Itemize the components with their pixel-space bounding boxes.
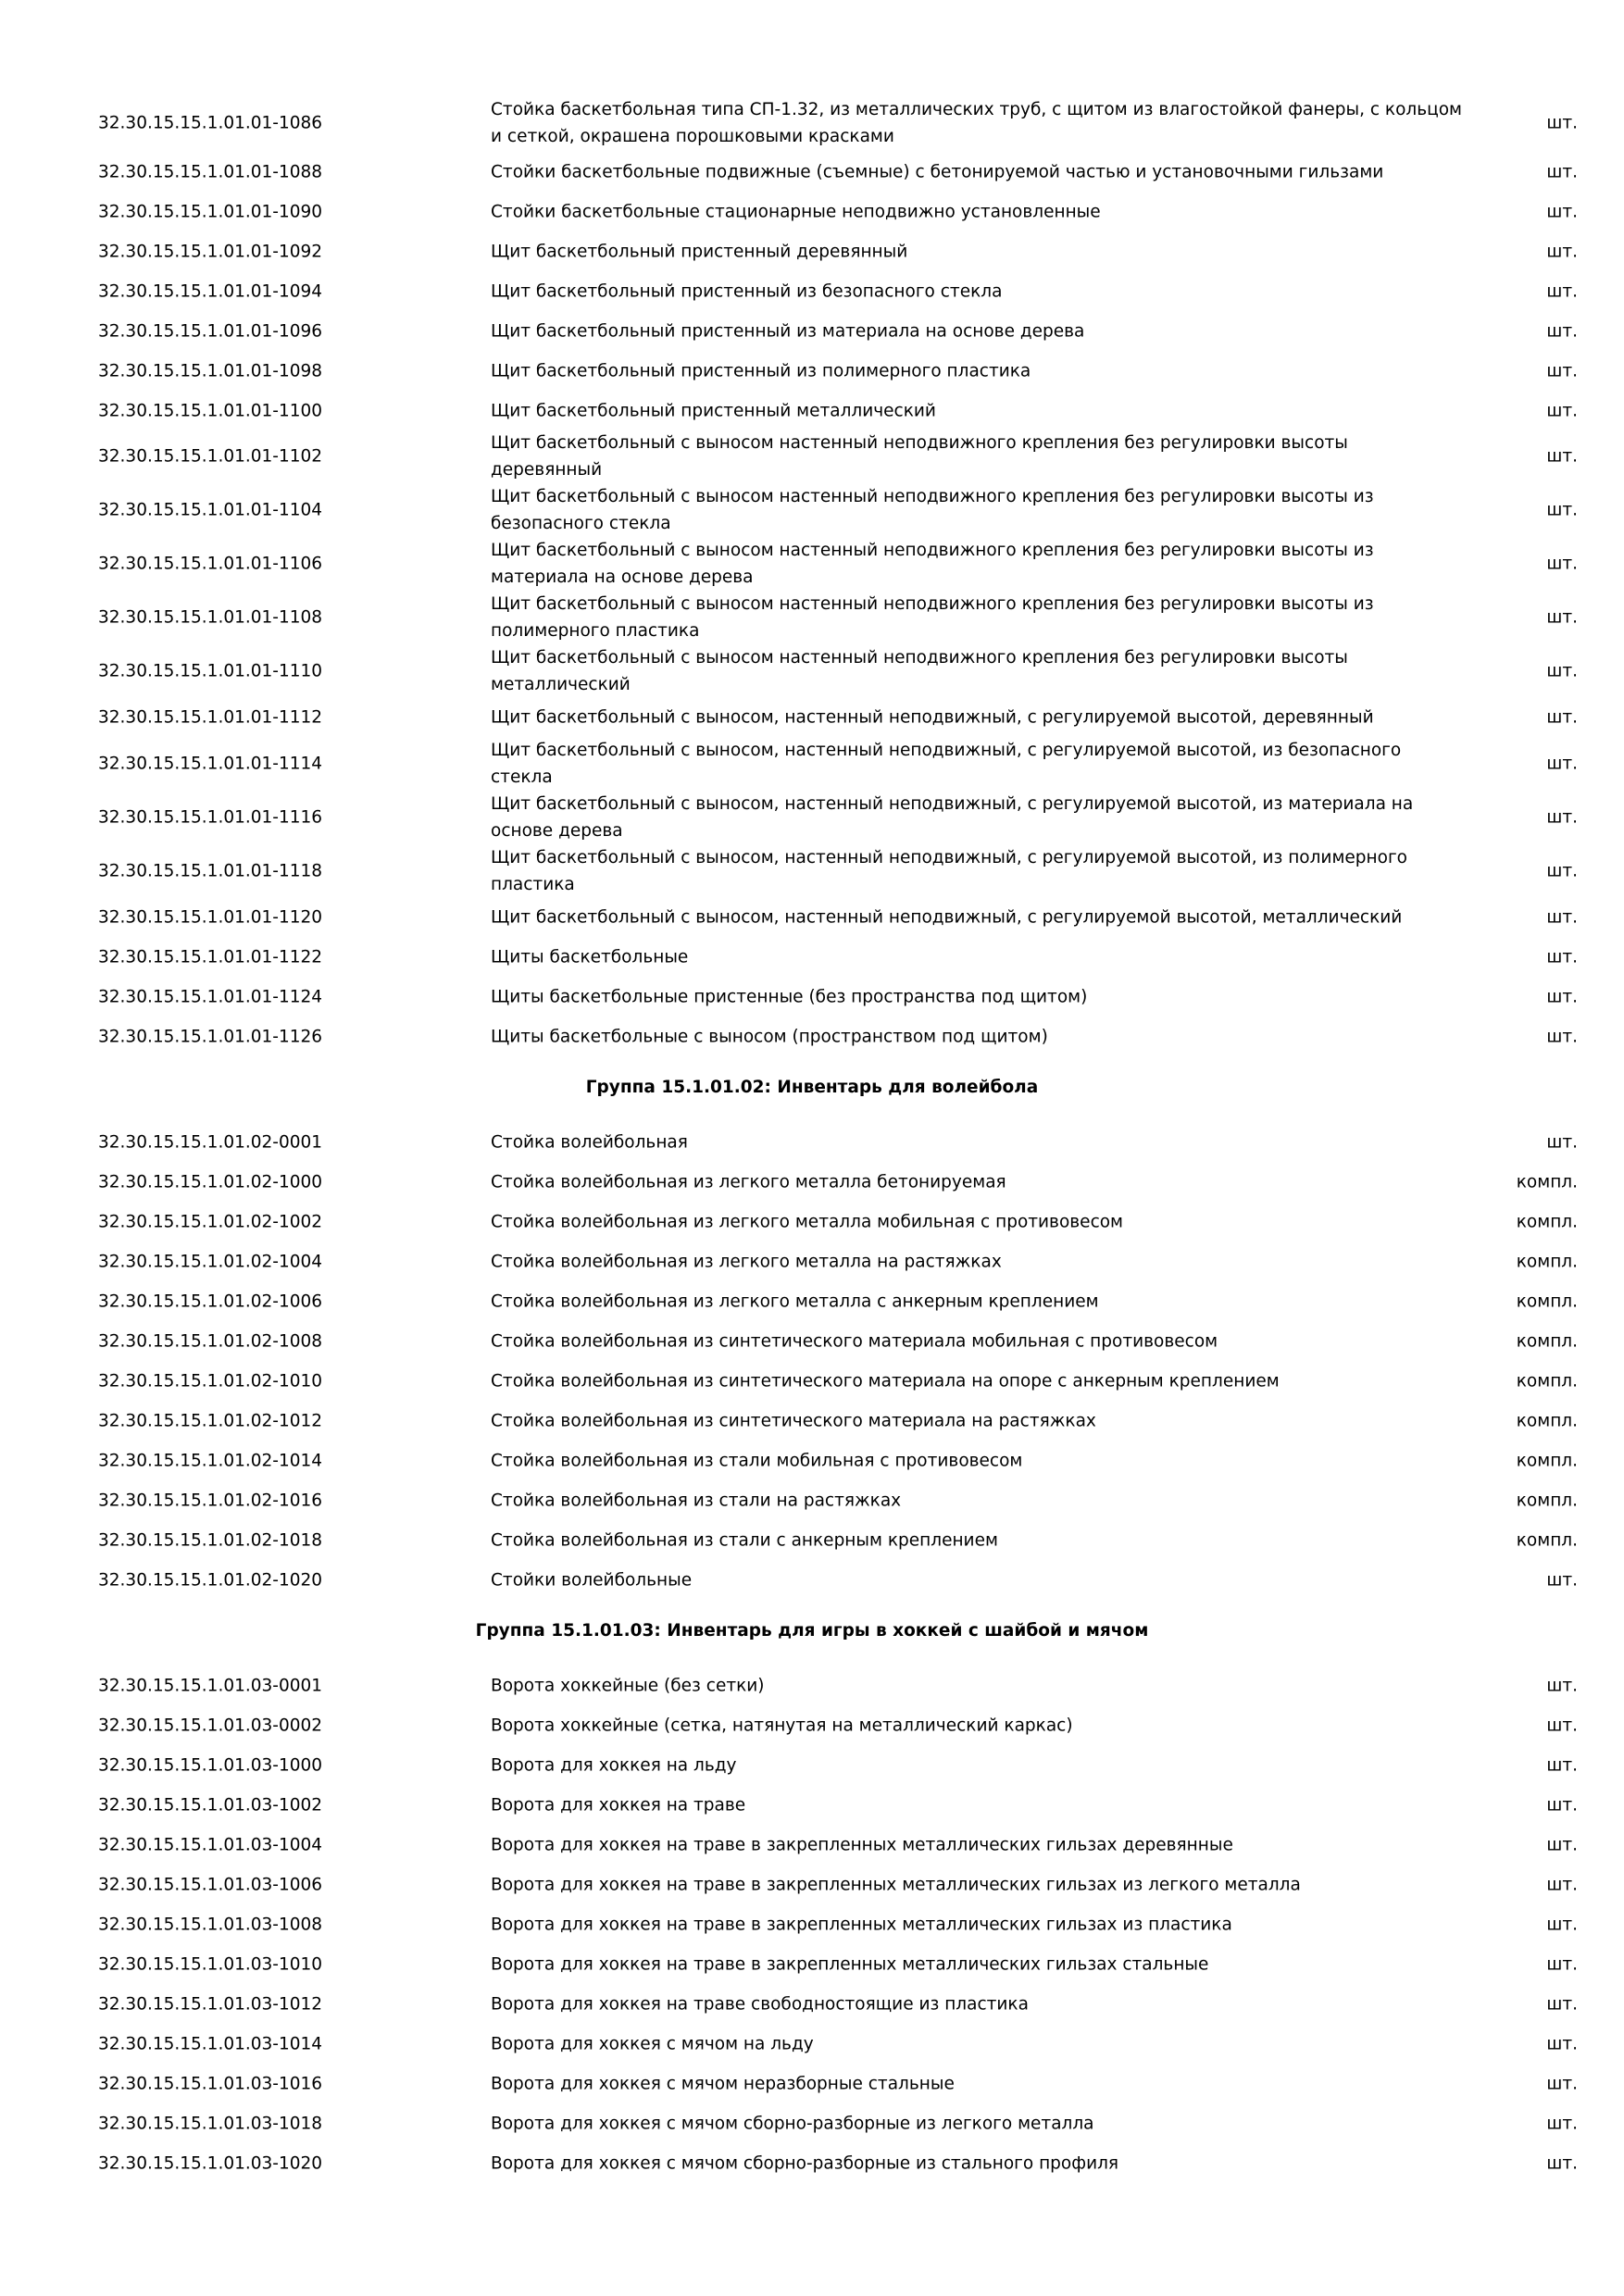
table-row bbox=[0, 1710, 1624, 1741]
table-row bbox=[0, 1525, 1624, 1556]
table-row bbox=[0, 1366, 1624, 1397]
item-name: Ворота для хоккея с мячом сборно-разборные из легкого металла bbox=[491, 2114, 1094, 2134]
item-unit: компл. bbox=[1516, 1371, 1578, 1391]
item-code: 32.30.15.15.1.01.01-1088 bbox=[98, 162, 323, 182]
item-unit: шт. bbox=[1546, 1132, 1578, 1153]
table-row bbox=[0, 1127, 1624, 1158]
table-row bbox=[0, 1286, 1624, 1317]
item-unit: шт. bbox=[1546, 446, 1578, 467]
item-code: 32.30.15.15.1.01.02-1000 bbox=[98, 1172, 323, 1192]
item-name: Щит баскетбольный с выносом, настенный неподвижный, с регулируемой высотой, из полимерного пластика bbox=[491, 848, 1407, 894]
item-unit: шт. bbox=[1546, 401, 1578, 421]
item-name: Стойка волейбольная из стали мобильная с противовесом bbox=[491, 1451, 1023, 1471]
item-code: 32.30.15.15.1.01.02-1018 bbox=[98, 1530, 323, 1551]
item-unit: компл. bbox=[1516, 1331, 1578, 1352]
item-code: 32.30.15.15.1.01.01-1090 bbox=[98, 202, 323, 222]
item-unit: шт. bbox=[1546, 861, 1578, 881]
item-code: 32.30.15.15.1.01.03-1004 bbox=[98, 1835, 323, 1855]
item-code: 32.30.15.15.1.01.01-1098 bbox=[98, 361, 323, 381]
item-unit: компл. bbox=[1516, 1411, 1578, 1431]
item-unit: шт. bbox=[1546, 1570, 1578, 1591]
table-row bbox=[0, 2028, 1624, 2060]
table-row bbox=[0, 316, 1624, 347]
item-code: 32.30.15.15.1.01.03-0002 bbox=[98, 1716, 323, 1736]
item-code: 32.30.15.15.1.01.01-1104 bbox=[98, 500, 323, 520]
item-name: Щит баскетбольный пристенный деревянный bbox=[491, 242, 908, 262]
item-code: 32.30.15.15.1.01.03-1018 bbox=[98, 2114, 323, 2134]
item-name: Щит баскетбольный с выносом, настенный неподвижный, с регулируемой высотой, металлический bbox=[491, 907, 1403, 928]
item-unit: компл. bbox=[1516, 1212, 1578, 1232]
item-unit: шт. bbox=[1546, 321, 1578, 342]
item-code: 32.30.15.15.1.01.01-1122 bbox=[98, 947, 323, 967]
item-name: Ворота для хоккея с мячом сборно-разборные из стального профиля bbox=[491, 2153, 1119, 2174]
item-name: Щит баскетбольный с выносом настенный неподвижного крепления без регулировки высоты из безопасного стекла bbox=[491, 487, 1374, 533]
item-code: 32.30.15.15.1.01.02-0001 bbox=[98, 1132, 323, 1153]
item-unit: шт. bbox=[1546, 1716, 1578, 1736]
item-name: Ворота для хоккея на траве в закрепленных металлических гильзах стальные bbox=[491, 1954, 1209, 1975]
item-code: 32.30.15.15.1.01.01-1106 bbox=[98, 554, 323, 574]
item-code: 32.30.15.15.1.01.01-1112 bbox=[98, 707, 323, 728]
item-code: 32.30.15.15.1.01.03-1020 bbox=[98, 2153, 323, 2174]
table-row bbox=[0, 1670, 1624, 1702]
item-code: 32.30.15.15.1.01.01-1114 bbox=[98, 754, 323, 774]
item-code: 32.30.15.15.1.01.01-1118 bbox=[98, 861, 323, 881]
table-row bbox=[0, 276, 1624, 307]
table-row bbox=[0, 2068, 1624, 2100]
table-row bbox=[0, 1326, 1624, 1357]
item-unit: шт. bbox=[1546, 987, 1578, 1007]
item-code: 32.30.15.15.1.01.02-1020 bbox=[98, 1570, 323, 1591]
item-name: Ворота хоккейные (сетка, натянутая на металлический каркас) bbox=[491, 1716, 1073, 1736]
item-name: Стойки волейбольные bbox=[491, 1570, 693, 1591]
table-row bbox=[0, 737, 1624, 791]
table-row bbox=[0, 1829, 1624, 1861]
item-unit: компл. bbox=[1516, 1292, 1578, 1312]
item-unit: шт. bbox=[1546, 113, 1578, 133]
item-code: 32.30.15.15.1.01.01-1116 bbox=[98, 807, 323, 828]
item-code: 32.30.15.15.1.01.01-1102 bbox=[98, 446, 323, 467]
item-unit: шт. bbox=[1546, 754, 1578, 774]
table-row bbox=[0, 2108, 1624, 2140]
item-unit: шт. bbox=[1546, 361, 1578, 381]
item-unit: шт. bbox=[1546, 500, 1578, 520]
item-code: 32.30.15.15.1.01.03-1016 bbox=[98, 2074, 323, 2094]
table-row bbox=[0, 844, 1624, 898]
item-code: 32.30.15.15.1.01.01-1110 bbox=[98, 661, 323, 681]
item-code: 32.30.15.15.1.01.01-1092 bbox=[98, 242, 323, 262]
item-code: 32.30.15.15.1.01.03-1006 bbox=[98, 1875, 323, 1895]
item-name: Ворота хоккейные (без сетки) bbox=[491, 1676, 765, 1696]
item-code: 32.30.15.15.1.01.02-1006 bbox=[98, 1292, 323, 1312]
item-name: Щит баскетбольный с выносом настенный неподвижного крепления без регулировки высоты металлический bbox=[491, 648, 1348, 694]
item-name: Щит баскетбольный с выносом настенный неподвижного крепления без регулировки высоты деревянный bbox=[491, 433, 1348, 480]
item-code: 32.30.15.15.1.01.02-1012 bbox=[98, 1411, 323, 1431]
item-name: Стойка волейбольная из синтетического материала мобильная с противовесом bbox=[491, 1331, 1218, 1352]
item-name: Щиты баскетбольные с выносом (пространством под щитом) bbox=[491, 1027, 1048, 1047]
table-row bbox=[0, 1405, 1624, 1437]
item-code: 32.30.15.15.1.01.01-1094 bbox=[98, 281, 323, 302]
group-heading: Группа 15.1.01.03: Инвентарь для игры в хоккей с шайбой и мячом bbox=[475, 1621, 1149, 1641]
item-unit: компл. bbox=[1516, 1252, 1578, 1272]
item-code: 32.30.15.15.1.01.02-1014 bbox=[98, 1451, 323, 1471]
item-unit: шт. bbox=[1546, 947, 1578, 967]
table-row bbox=[0, 96, 1624, 150]
item-name: Стойка волейбольная из синтетического материала на опоре с анкерным креплением bbox=[491, 1371, 1280, 1391]
group-heading: Группа 15.1.01.02: Инвентарь для волейбола bbox=[585, 1078, 1039, 1097]
item-name: Щит баскетбольный пристенный из материала на основе дерева bbox=[491, 321, 1085, 342]
table-row bbox=[0, 196, 1624, 228]
item-unit: компл. bbox=[1516, 1530, 1578, 1551]
item-name: Щит баскетбольный с выносом, настенный неподвижный, с регулируемой высотой, из безопасного стекла bbox=[491, 741, 1402, 787]
table-row bbox=[0, 1869, 1624, 1901]
item-unit: шт. bbox=[1546, 1755, 1578, 1776]
item-unit: шт. bbox=[1546, 807, 1578, 828]
table-row bbox=[0, 644, 1624, 698]
item-name: Ворота для хоккея на траве свободностоящие из пластика bbox=[491, 1994, 1029, 2015]
item-code: 32.30.15.15.1.01.02-1008 bbox=[98, 1331, 323, 1352]
item-unit: компл. bbox=[1516, 1451, 1578, 1471]
item-name: Щит баскетбольный с выносом, настенный неподвижный, с регулируемой высотой, из материала на основе дерева bbox=[491, 794, 1414, 841]
item-name: Стойка волейбольная из легкого металла бетонируемая bbox=[491, 1172, 1006, 1192]
item-unit: шт. bbox=[1546, 1875, 1578, 1895]
item-code: 32.30.15.15.1.01.03-1012 bbox=[98, 1994, 323, 2015]
item-unit: шт. bbox=[1546, 661, 1578, 681]
item-code: 32.30.15.15.1.01.02-1016 bbox=[98, 1491, 323, 1511]
item-code: 32.30.15.15.1.01.01-1120 bbox=[98, 907, 323, 928]
item-code: 32.30.15.15.1.01.01-1108 bbox=[98, 607, 323, 628]
table-row bbox=[0, 1246, 1624, 1278]
item-unit: шт. bbox=[1546, 707, 1578, 728]
item-name: Щит баскетбольный с выносом, настенный неподвижный, с регулируемой высотой, деревянный bbox=[491, 707, 1374, 728]
item-name: Щит баскетбольный пристенный из безопасного стекла bbox=[491, 281, 1003, 302]
item-code: 32.30.15.15.1.01.03-0001 bbox=[98, 1676, 323, 1696]
item-name: Ворота для хоккея на траве в закрепленных металлических гильзах из легкого металла bbox=[491, 1875, 1301, 1895]
item-code: 32.30.15.15.1.01.01-1124 bbox=[98, 987, 323, 1007]
item-code: 32.30.15.15.1.01.02-1004 bbox=[98, 1252, 323, 1272]
item-code: 32.30.15.15.1.01.03-1000 bbox=[98, 1755, 323, 1776]
item-unit: шт. bbox=[1546, 554, 1578, 574]
item-unit: компл. bbox=[1516, 1172, 1578, 1192]
item-name: Стойка волейбольная bbox=[491, 1132, 688, 1153]
item-name: Щит баскетбольный с выносом настенный неподвижного крепления без регулировки высоты из полимерного пластика bbox=[491, 594, 1374, 641]
table-row bbox=[0, 236, 1624, 268]
item-name: Ворота для хоккея с мячом неразборные стальные bbox=[491, 2074, 955, 2094]
item-code: 32.30.15.15.1.01.01-1096 bbox=[98, 321, 323, 342]
item-code: 32.30.15.15.1.01.03-1014 bbox=[98, 2034, 323, 2054]
table-row bbox=[0, 1949, 1624, 1980]
item-unit: шт. bbox=[1546, 202, 1578, 222]
table-row bbox=[0, 395, 1624, 427]
table-row bbox=[0, 2148, 1624, 2179]
item-name: Щиты баскетбольные bbox=[491, 947, 689, 967]
item-unit: шт. bbox=[1546, 1676, 1578, 1696]
item-unit: шт. bbox=[1546, 1915, 1578, 1935]
item-name: Ворота для хоккея на траве в закрепленных металлических гильзах из пластика bbox=[491, 1915, 1232, 1935]
item-name: Щит баскетбольный с выносом настенный неподвижного крепления без регулировки высоты из материала на основе дерева bbox=[491, 541, 1374, 587]
item-code: 32.30.15.15.1.01.03-1010 bbox=[98, 1954, 323, 1975]
item-unit: шт. bbox=[1546, 281, 1578, 302]
item-name: Ворота для хоккея на льду bbox=[491, 1755, 737, 1776]
table-row bbox=[0, 430, 1624, 483]
item-name: Стойка баскетбольная типа СП-1.32, из металлических труб, с щитом из влагостойкой фанеры, с кольцом и сеткой, окрашена порошковыми красками bbox=[491, 100, 1462, 146]
item-unit: шт. bbox=[1546, 1027, 1578, 1047]
item-name: Стойка волейбольная из легкого металла мобильная с противовесом bbox=[491, 1212, 1124, 1232]
item-unit: шт. bbox=[1546, 1795, 1578, 1816]
item-name: Ворота для хоккея на траве bbox=[491, 1795, 746, 1816]
table-row bbox=[0, 1565, 1624, 1596]
table-row bbox=[0, 1485, 1624, 1516]
item-unit: шт. bbox=[1546, 1954, 1578, 1975]
table-row bbox=[0, 1790, 1624, 1821]
table-row bbox=[0, 1909, 1624, 1940]
table-row bbox=[0, 942, 1624, 973]
item-unit: шт. bbox=[1546, 162, 1578, 182]
table-row bbox=[0, 537, 1624, 591]
item-code: 32.30.15.15.1.01.03-1008 bbox=[98, 1915, 323, 1935]
table-row bbox=[0, 791, 1624, 844]
table-row bbox=[0, 483, 1624, 537]
item-unit: шт. bbox=[1546, 2074, 1578, 2094]
item-unit: шт. bbox=[1546, 2034, 1578, 2054]
item-name: Щит баскетбольный пристенный из полимерного пластика bbox=[491, 361, 1031, 381]
item-unit: компл. bbox=[1516, 1491, 1578, 1511]
item-code: 32.30.15.15.1.01.01-1100 bbox=[98, 401, 323, 421]
item-name: Стойки баскетбольные подвижные (съемные) с бетонируемой частью и установочными гильзами bbox=[491, 162, 1384, 182]
item-unit: шт. bbox=[1546, 1994, 1578, 2015]
item-unit: шт. bbox=[1546, 1835, 1578, 1855]
item-name: Щиты баскетбольные пристенные (без пространства под щитом) bbox=[491, 987, 1088, 1007]
item-code: 32.30.15.15.1.01.01-1126 bbox=[98, 1027, 323, 1047]
item-name: Стойка волейбольная из легкого металла с анкерным креплением bbox=[491, 1292, 1099, 1312]
table-row bbox=[0, 591, 1624, 644]
item-unit: шт. bbox=[1546, 2114, 1578, 2134]
table-row bbox=[0, 1445, 1624, 1477]
table-row bbox=[0, 1167, 1624, 1198]
item-name: Стойка волейбольная из легкого металла на растяжках bbox=[491, 1252, 1002, 1272]
item-code: 32.30.15.15.1.01.01-1086 bbox=[98, 113, 323, 133]
item-unit: шт. bbox=[1546, 907, 1578, 928]
item-name: Стойка волейбольная из стали на растяжках bbox=[491, 1491, 902, 1511]
item-name: Ворота для хоккея на траве в закрепленных металлических гильзах деревянные bbox=[491, 1835, 1233, 1855]
item-name: Стойка волейбольная из синтетического материала на растяжках bbox=[491, 1411, 1096, 1431]
table-row bbox=[0, 702, 1624, 733]
item-unit: шт. bbox=[1546, 2153, 1578, 2174]
item-unit: шт. bbox=[1546, 607, 1578, 628]
table-row bbox=[0, 1021, 1624, 1053]
item-unit: шт. bbox=[1546, 242, 1578, 262]
table-row bbox=[0, 156, 1624, 188]
table-row bbox=[0, 1206, 1624, 1238]
item-code: 32.30.15.15.1.01.02-1002 bbox=[98, 1212, 323, 1232]
item-name: Стойки баскетбольные стационарные неподвижно установленные bbox=[491, 202, 1101, 222]
table-row bbox=[0, 902, 1624, 933]
item-code: 32.30.15.15.1.01.02-1010 bbox=[98, 1371, 323, 1391]
item-name: Стойка волейбольная из стали с анкерным креплением bbox=[491, 1530, 998, 1551]
table-row bbox=[0, 1989, 1624, 2020]
item-name: Ворота для хоккея с мячом на льду bbox=[491, 2034, 814, 2054]
item-name: Щит баскетбольный пристенный металлический bbox=[491, 401, 936, 421]
table-row bbox=[0, 356, 1624, 387]
item-code: 32.30.15.15.1.01.03-1002 bbox=[98, 1795, 323, 1816]
table-row bbox=[0, 981, 1624, 1013]
table-row bbox=[0, 1750, 1624, 1781]
